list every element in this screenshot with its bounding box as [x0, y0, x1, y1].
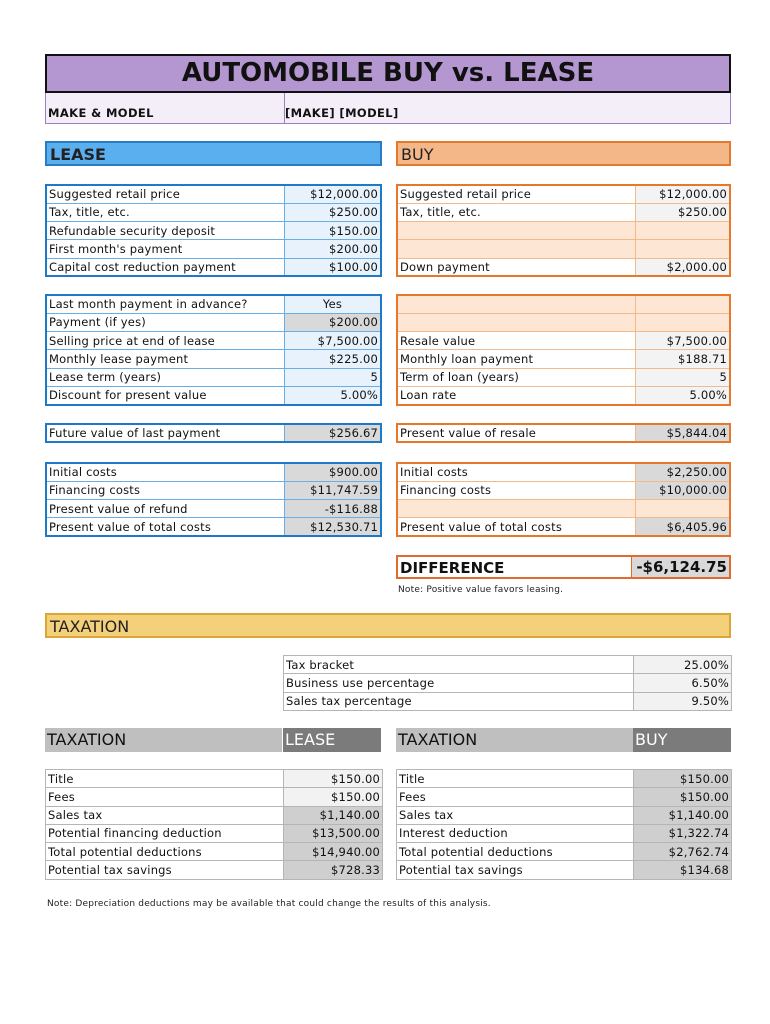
- buy-resale-table: [396, 423, 731, 443]
- row-label: Potential financing deduction: [46, 824, 284, 842]
- row-value[interactable]: $150.00: [284, 788, 383, 806]
- row-value: $150.00: [634, 788, 732, 806]
- row-value: $200.00: [284, 313, 381, 331]
- table-row: [46, 843, 383, 861]
- row-label: Potential tax savings: [46, 861, 284, 879]
- lease-section-header: LEASE: [45, 141, 382, 166]
- table-row: [397, 518, 730, 536]
- table-row: [46, 222, 381, 240]
- make-model-label: MAKE & MODEL: [48, 106, 154, 120]
- table-row: [397, 386, 730, 404]
- table-row: [397, 843, 732, 861]
- row-label: [397, 500, 635, 518]
- row-label: First month's payment: [46, 240, 284, 258]
- row-value[interactable]: $225.00: [284, 350, 381, 368]
- row-value[interactable]: 5.00%: [635, 386, 730, 404]
- row-value[interactable]: $188.71: [635, 350, 730, 368]
- row-label: Initial costs: [46, 463, 284, 481]
- table-row: [46, 332, 381, 350]
- row-value[interactable]: $150.00: [284, 222, 381, 240]
- row-value: $13,500.00: [284, 824, 383, 842]
- row-value[interactable]: $12,000.00: [284, 185, 381, 203]
- row-label: Resale value: [397, 332, 635, 350]
- row-value[interactable]: 5.00%: [284, 386, 381, 404]
- difference-box: [396, 555, 731, 579]
- row-label: Financing costs: [397, 481, 635, 499]
- row-value: $10,000.00: [635, 481, 730, 499]
- table-row: [397, 203, 730, 221]
- lease-costs-table: [45, 462, 382, 537]
- table-row: [46, 788, 383, 806]
- table-row: [46, 861, 383, 879]
- row-value: $12,530.71: [284, 518, 381, 536]
- row-label: Tax, title, etc.: [46, 203, 284, 221]
- row-label: Business use percentage: [284, 674, 634, 692]
- tax-lease-table: [45, 769, 383, 880]
- tax-parameters-table: [283, 655, 732, 711]
- buy-section-header: BUY: [396, 141, 731, 166]
- lease-terms-table: [45, 294, 382, 406]
- table-row: [46, 295, 381, 313]
- row-value: $1,322.74: [634, 824, 732, 842]
- table-row: [46, 313, 381, 331]
- table-row: [397, 806, 732, 824]
- table-row: [397, 500, 730, 518]
- table-row: [46, 824, 383, 842]
- lease-purchase-table: [45, 184, 382, 277]
- tax-buy-table: [396, 769, 732, 880]
- row-label: Down payment: [397, 258, 635, 276]
- row-value: -$116.88: [284, 500, 381, 518]
- row-value[interactable]: 6.50%: [634, 674, 732, 692]
- row-label: Payment (if yes): [46, 313, 284, 331]
- row-value: $900.00: [284, 463, 381, 481]
- row-label: Discount for present value: [46, 386, 284, 404]
- table-row: [284, 656, 732, 674]
- row-label: Present value of refund: [46, 500, 284, 518]
- row-label: [397, 240, 635, 258]
- table-row: [397, 481, 730, 499]
- row-label: Fees: [46, 788, 284, 806]
- table-row: [397, 368, 730, 386]
- difference-label: DIFFERENCE: [400, 559, 505, 577]
- row-label: Interest deduction: [397, 824, 634, 842]
- row-label: Total potential deductions: [46, 843, 284, 861]
- table-row: [46, 258, 381, 276]
- row-label: Loan rate: [397, 386, 635, 404]
- table-row: [397, 295, 730, 313]
- row-value: $14,940.00: [284, 843, 383, 861]
- lease-future-value-table: [45, 423, 382, 443]
- row-value[interactable]: $7,500.00: [284, 332, 381, 350]
- row-label: Fees: [397, 788, 634, 806]
- row-value: $256.67: [284, 424, 381, 442]
- table-row: [46, 500, 381, 518]
- table-row: [397, 788, 732, 806]
- row-label: Present value of total costs: [397, 518, 635, 536]
- make-model-value[interactable]: [MAKE] [MODEL]: [285, 106, 399, 120]
- row-value: $2,762.74: [634, 843, 732, 861]
- row-value: $150.00: [634, 770, 732, 788]
- row-label: Capital cost reduction payment: [46, 258, 284, 276]
- row-label: [397, 222, 635, 240]
- buy-terms-table: [396, 294, 731, 406]
- tax-lease-header-right: LEASE: [283, 728, 381, 752]
- table-row: [397, 770, 732, 788]
- table-row: [46, 386, 381, 404]
- row-value[interactable]: $12,000.00: [635, 185, 730, 203]
- row-value[interactable]: $250.00: [635, 203, 730, 221]
- row-value: $1,140.00: [284, 806, 383, 824]
- row-label: Sales tax: [46, 806, 284, 824]
- tax-buy-header-right: BUY: [633, 728, 731, 752]
- row-label: Tax bracket: [284, 656, 634, 674]
- table-row: [397, 463, 730, 481]
- row-value: $134.68: [634, 861, 732, 879]
- row-label: Present value of total costs: [46, 518, 284, 536]
- row-label: Title: [46, 770, 284, 788]
- row-label: [397, 313, 635, 331]
- difference-note: Note: Positive value favors leasing.: [398, 585, 564, 595]
- table-row: [284, 692, 732, 710]
- table-row: [46, 806, 383, 824]
- table-row: [46, 481, 381, 499]
- row-value: [635, 500, 730, 518]
- row-value: $6,405.96: [635, 518, 730, 536]
- table-row: [397, 424, 730, 442]
- row-label: Monthly lease payment: [46, 350, 284, 368]
- row-value: $728.33: [284, 861, 383, 879]
- table-row: [397, 222, 730, 240]
- table-row: [46, 240, 381, 258]
- row-value: $11,747.59: [284, 481, 381, 499]
- row-label: Financing costs: [46, 481, 284, 499]
- row-value: [635, 240, 730, 258]
- row-label: Tax, title, etc.: [397, 203, 635, 221]
- row-value: $5,844.04: [635, 424, 730, 442]
- table-row: [397, 350, 730, 368]
- row-label: Suggested retail price: [397, 185, 635, 203]
- row-value: [635, 295, 730, 313]
- row-value[interactable]: 9.50%: [634, 692, 732, 710]
- row-label: Total potential deductions: [397, 843, 634, 861]
- row-value: [635, 222, 730, 240]
- table-row: [46, 463, 381, 481]
- table-row: [46, 350, 381, 368]
- row-label: Last month payment in advance?: [46, 295, 284, 313]
- row-label: Sales tax percentage: [284, 692, 634, 710]
- row-label: Selling price at end of lease: [46, 332, 284, 350]
- row-label: Refundable security deposit: [46, 222, 284, 240]
- table-row: [284, 674, 732, 692]
- row-value[interactable]: 25.00%: [634, 656, 732, 674]
- row-label: Sales tax: [397, 806, 634, 824]
- row-label: Potential tax savings: [397, 861, 634, 879]
- page-title: AUTOMOBILE BUY vs. LEASE: [45, 54, 731, 93]
- taxation-section-header: TAXATION: [45, 613, 731, 638]
- table-row: [46, 185, 381, 203]
- tax-lease-header-left: TAXATION: [45, 728, 282, 752]
- table-row: [397, 258, 730, 276]
- table-row: [46, 368, 381, 386]
- table-row: [397, 332, 730, 350]
- row-label: Lease term (years): [46, 368, 284, 386]
- buy-costs-table: [396, 462, 731, 537]
- row-value[interactable]: $7,500.00: [635, 332, 730, 350]
- make-model-row: [45, 93, 731, 124]
- difference-value: -$6,124.75: [631, 557, 729, 577]
- row-value: $1,140.00: [634, 806, 732, 824]
- table-row: [46, 424, 381, 442]
- row-value[interactable]: 5: [635, 368, 730, 386]
- row-label: Future value of last payment: [46, 424, 284, 442]
- row-label: Suggested retail price: [46, 185, 284, 203]
- row-value[interactable]: Yes: [284, 295, 381, 313]
- row-label: Present value of resale: [397, 424, 635, 442]
- table-row: [397, 240, 730, 258]
- row-value[interactable]: 5: [284, 368, 381, 386]
- tax-buy-header-left: TAXATION: [396, 728, 633, 752]
- table-row: [46, 203, 381, 221]
- row-value[interactable]: $2,000.00: [635, 258, 730, 276]
- row-label: Monthly loan payment: [397, 350, 635, 368]
- row-value[interactable]: $100.00: [284, 258, 381, 276]
- row-value[interactable]: $150.00: [284, 770, 383, 788]
- table-row: [397, 861, 732, 879]
- row-value[interactable]: $200.00: [284, 240, 381, 258]
- row-label: [397, 295, 635, 313]
- table-row: [397, 313, 730, 331]
- table-row: [46, 518, 381, 536]
- row-label: Term of loan (years): [397, 368, 635, 386]
- row-value: [635, 313, 730, 331]
- table-row: [397, 185, 730, 203]
- row-label: Title: [397, 770, 634, 788]
- row-value: $2,250.00: [635, 463, 730, 481]
- buy-purchase-table: [396, 184, 731, 277]
- row-label: Initial costs: [397, 463, 635, 481]
- table-row: [397, 824, 732, 842]
- row-value[interactable]: $250.00: [284, 203, 381, 221]
- table-row: [46, 770, 383, 788]
- footer-note: Note: Depreciation deductions may be available that could change the results of this analysis.: [47, 899, 491, 909]
